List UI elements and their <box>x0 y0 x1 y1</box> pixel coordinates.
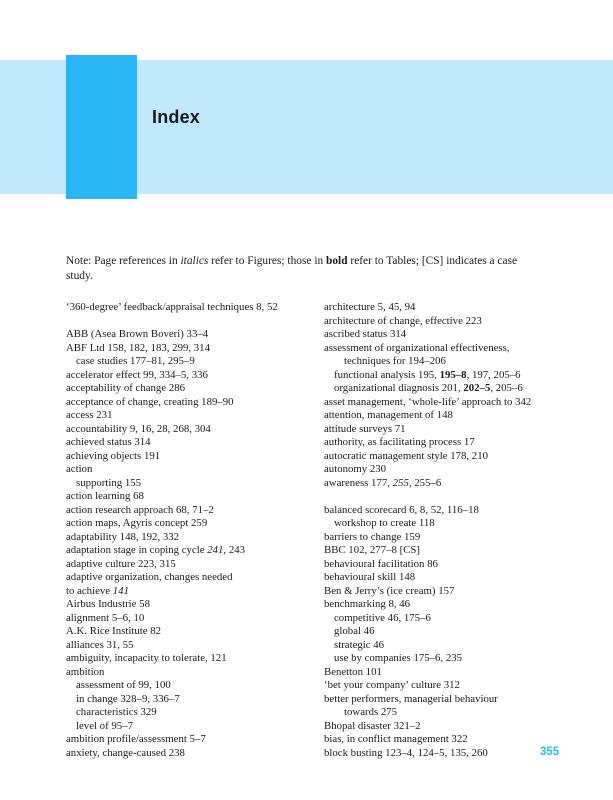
index-entry <box>324 423 584 437</box>
entry-text: architecture of change, effective 223 <box>324 314 482 327</box>
index-entry <box>66 531 311 545</box>
index-entry <box>324 436 584 450</box>
figure-page-ref: 241 <box>207 544 224 556</box>
entry-text: better performers, managerial behaviour <box>324 692 498 705</box>
index-entry <box>324 598 584 612</box>
index-subentry <box>324 369 584 383</box>
index-entry <box>66 396 311 410</box>
figure-page-ref: 141 <box>112 584 129 597</box>
index-entry <box>66 544 311 558</box>
entry-text: assessment of 99, 100 <box>76 679 171 691</box>
entry-text: bias, in conflict management 322 <box>324 733 468 745</box>
entry-text: ambiguity, incapacity to tolerate, 121 <box>66 652 227 664</box>
entry-text: achieving objects 191 <box>66 449 161 462</box>
index-subentry <box>66 720 311 734</box>
note-text-1: Note: Page references in <box>66 255 181 267</box>
index-subentry <box>66 693 311 707</box>
entry-text: BBC 102, 277–8 [CS] <box>324 544 420 556</box>
index-entry <box>324 693 584 707</box>
entry-text-tail: , 243 <box>223 544 246 556</box>
index-subentry <box>324 652 584 666</box>
entry-text: supporting 155 <box>76 476 142 489</box>
entry-text: attitude surveys 71 <box>324 422 406 435</box>
entry-text: acceptability of change 286 <box>66 382 186 394</box>
index-subentry <box>66 679 311 693</box>
entry-text: adaptive organization, changes needed <box>66 571 233 583</box>
index-entry <box>66 598 311 612</box>
index-subentry <box>324 382 584 396</box>
index-entry <box>324 679 584 693</box>
entry-text: architecture 5, 45, 94 <box>324 301 416 313</box>
entry-text: asset management, ‘whole-life’ approach to 342 <box>324 395 532 408</box>
entry-text: in change 328–9, 336–7 <box>76 692 180 705</box>
index-entry <box>324 396 584 410</box>
entry-text: balanced scorecard 6, 8, 52, 116–18 <box>324 503 479 516</box>
index-entry <box>66 328 311 342</box>
entry-text: towards 275 <box>344 706 398 718</box>
note-text-2: refer to Figures; those in <box>208 255 327 267</box>
entry-text: accelerator effect 99, 334–5, 336 <box>66 368 208 381</box>
entry-text: acceptance of change, creating 189–90 <box>66 395 234 408</box>
index-entry <box>66 747 311 761</box>
index-entry <box>324 450 584 464</box>
entry-text: behavioural facilitation 86 <box>324 557 438 570</box>
entry-text-tail: , 197, 205–6 <box>466 368 521 381</box>
entry-text: block busting 123–4, 124–5, 135, 260 <box>324 746 488 759</box>
index-subentry <box>324 625 584 639</box>
entry-text: assessment of organizational effectiveness, <box>324 341 510 354</box>
index-entry <box>66 423 311 437</box>
index-note <box>66 254 546 284</box>
index-subentry <box>324 517 584 531</box>
index-entry <box>66 517 311 531</box>
entry-text: action maps, Agyris concept 259 <box>66 517 208 529</box>
index-entry <box>324 342 584 356</box>
index-column-right <box>324 301 584 760</box>
index-subentry <box>324 355 584 369</box>
entry-text: use by companies 175–6, 235 <box>334 652 463 664</box>
entry-text: Ben & Jerry’s (ice cream) 157 <box>324 584 455 597</box>
note-italics-word: italics <box>180 255 209 267</box>
index-entry <box>324 585 584 599</box>
index-column-left <box>66 301 311 760</box>
index-entry <box>324 504 584 518</box>
entry-text: level of 95–7 <box>76 719 133 732</box>
entry-text: barriers to change 159 <box>324 530 421 543</box>
index-entry <box>324 720 584 734</box>
index-entry <box>66 652 311 666</box>
index-entry <box>66 733 311 747</box>
index-subentry <box>66 477 311 491</box>
index-entry <box>66 409 311 423</box>
index-subentry <box>324 706 584 720</box>
entry-text: alliances 31, 55 <box>66 638 134 651</box>
entry-text: ‘360-degree’ feedback/appraisal techniques 8, 52 <box>66 301 278 313</box>
page-title: Index <box>152 107 201 127</box>
index-entry <box>66 612 311 626</box>
index-entry <box>66 436 311 450</box>
entry-text-tail: , 205–6 <box>490 382 523 394</box>
index-entry <box>66 558 311 572</box>
index-subentry <box>66 355 311 369</box>
entry-text: anxiety, change-caused 238 <box>66 746 185 759</box>
index-entry <box>324 666 584 680</box>
table-page-ref: 202–5 <box>463 382 491 394</box>
entry-text: Benetton 101 <box>324 665 382 678</box>
index-entry <box>66 342 311 356</box>
entry-text: adaptive culture 223, 315 <box>66 557 176 570</box>
entry-text: behavioural skill 148 <box>324 571 416 583</box>
entry-text: organizational diagnosis 201, <box>334 382 464 394</box>
index-entry <box>324 328 584 342</box>
index-entry <box>66 571 311 585</box>
entry-gap <box>66 315 311 329</box>
entry-text: functional analysis 195, <box>334 368 440 381</box>
index-entry <box>66 463 311 477</box>
index-entry <box>66 666 311 680</box>
entry-text: action learning 68 <box>66 490 144 502</box>
entry-text: strategic 46 <box>334 638 385 651</box>
index-entry <box>66 625 311 639</box>
index-entry <box>324 463 584 477</box>
table-page-ref: 195–8 <box>439 368 467 381</box>
entry-text: Bhopal disaster 321–2 <box>324 719 421 732</box>
entry-gap <box>324 490 584 504</box>
index-entry <box>66 490 311 504</box>
entry-text: characteristics 329 <box>76 706 157 718</box>
index-entry <box>66 450 311 464</box>
entry-text: action <box>66 463 93 475</box>
entry-text: competitive 46, 175–6 <box>334 611 431 624</box>
entry-text: ABB (Asea Brown Boveri) 33–4 <box>66 328 209 340</box>
entry-text: case studies 177–81, 295–9 <box>76 355 195 367</box>
note-bold-word: bold <box>326 255 348 267</box>
entry-text: to achieve <box>66 584 113 597</box>
chapter-tab <box>66 55 137 199</box>
figure-page-ref: 255 <box>392 476 409 489</box>
index-subentry <box>324 612 584 626</box>
entry-text: techniques for 194–206 <box>344 355 446 367</box>
index-entry <box>324 558 584 572</box>
entry-text: Airbus Industrie 58 <box>66 598 150 610</box>
index-entry <box>66 382 311 396</box>
index-entry <box>324 544 584 558</box>
index-entry <box>324 301 584 315</box>
entry-text: action research approach 68, 71–2 <box>66 503 214 516</box>
page-number: 355 <box>540 746 560 758</box>
entry-text: access 231 <box>66 409 113 421</box>
entry-text: adaptation stage in coping cycle <box>66 544 208 556</box>
entry-text: alignment 5–6, 10 <box>66 611 145 624</box>
entry-text: workshop to create 118 <box>334 517 435 529</box>
entry-text: ABF Ltd 158, 182, 183, 299, 314 <box>66 341 210 354</box>
entry-text: ascribed status 314 <box>324 328 407 340</box>
index-entry <box>66 301 311 315</box>
index-entry <box>324 531 584 545</box>
index-entry <box>324 571 584 585</box>
entry-text: attention, management of 148 <box>324 409 453 421</box>
index-entry <box>324 315 584 329</box>
note-text-3: refer to Tables; [CS] indicates a case study. <box>66 255 518 282</box>
index-subentry <box>324 639 584 653</box>
index-entry <box>324 477 584 491</box>
entry-text: awareness 177, <box>324 476 393 489</box>
index-subentry <box>66 706 311 720</box>
index-entry <box>324 733 584 747</box>
index-entry <box>66 585 311 599</box>
entry-text: global 46 <box>334 625 375 637</box>
index-entry <box>66 369 311 383</box>
entry-text: ambition profile/assessment 5–7 <box>66 733 206 745</box>
index-entry <box>66 504 311 518</box>
entry-text: A.K. Rice Institute 82 <box>66 625 162 637</box>
entry-text: benchmarking 8, 46 <box>324 598 411 610</box>
entry-text: autonomy 230 <box>324 463 387 475</box>
index-entry <box>66 639 311 653</box>
entry-text-tail: , 255–6 <box>408 476 442 489</box>
entry-text: adaptability 148, 192, 332 <box>66 530 180 543</box>
entry-text: ambition <box>66 665 105 678</box>
index-entry <box>324 409 584 423</box>
entry-text: achieved status 314 <box>66 436 151 448</box>
entry-text: authority, as facilitating process 17 <box>324 436 475 448</box>
entry-text: accountability 9, 16, 28, 268, 304 <box>66 422 211 435</box>
entry-text: ‘bet your company’ culture 312 <box>324 679 460 691</box>
entry-text: autocratic management style 178, 210 <box>324 449 488 462</box>
